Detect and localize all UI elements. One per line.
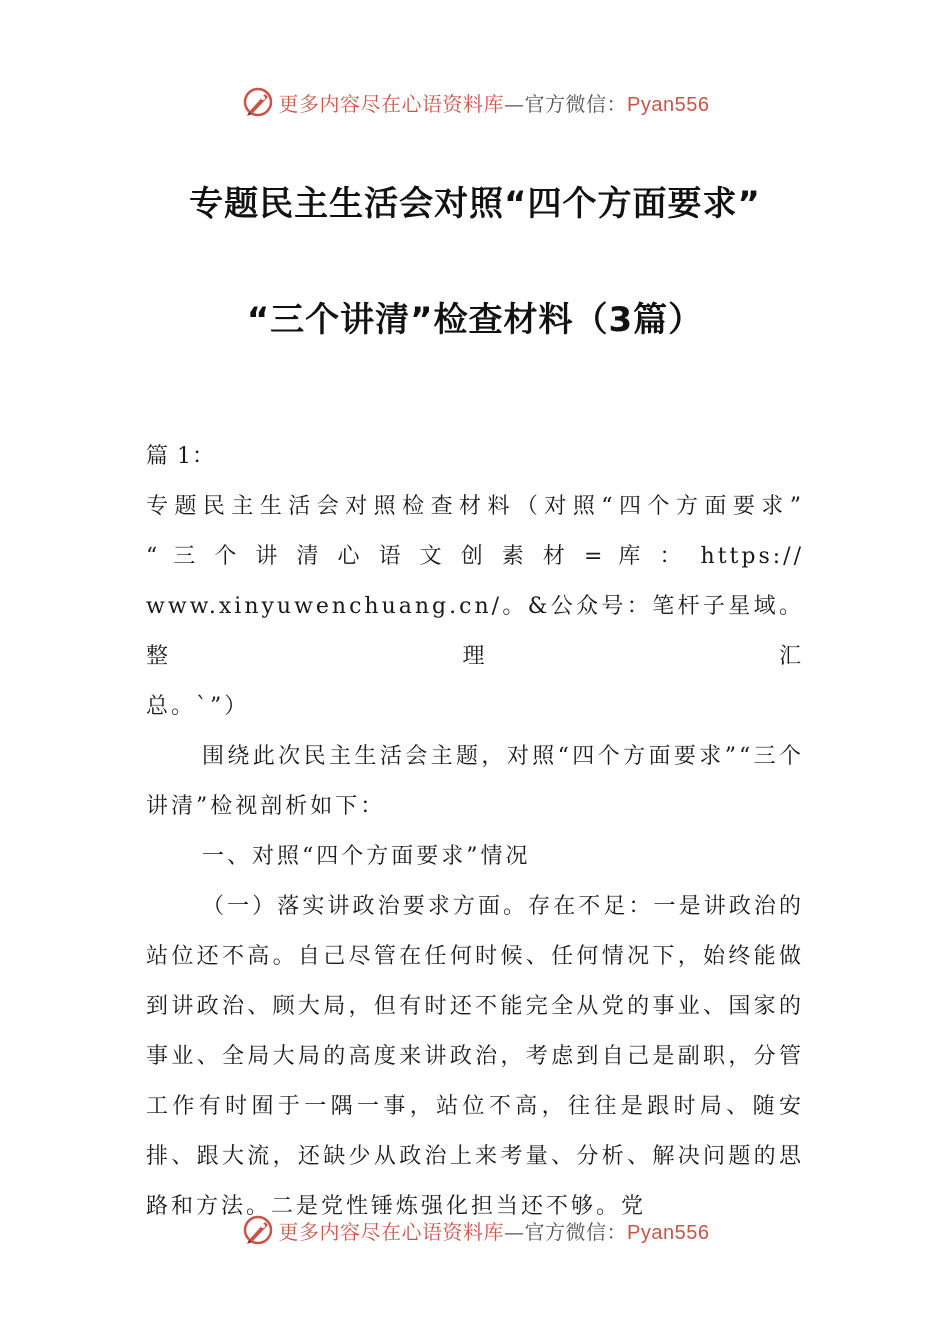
subtitle-line-3: www.xinyuwenchuang.cn/。&公众号：笔杆子星域。整理汇: [146, 594, 804, 669]
subtitle-line-4: 总。`”）: [146, 694, 250, 719]
subtitle-line-2: “ 三 个 讲 清 心 语 文 创 素 材 = 库 ： https://: [146, 544, 804, 569]
document-title-line-2: “三个讲清”检查材料（3篇）: [246, 300, 704, 340]
pen-logo-icon: [241, 1213, 275, 1247]
section-heading: 一、对照“四个方面要求”情况: [202, 844, 531, 869]
watermark-wechat-id: Pyan556: [627, 1221, 710, 1244]
body-paragraph: （一）落实讲政治要求方面。存在不足：一是讲政治的站位还不高。自己尽管在任何时候、任何情况下，始终能做到讲政治、顾大局，但有时还不能完全从党的事业、国家的事业、全局大局的高度来讲政治，考虑到自己是副职，分管工作有时囿于一隅一事，站位不高，往往是跟时局、随安排、跟大流，还缺少从政治上来考量、分析、解决问题的思路和方法。二是党性锤炼强化担当还不够。党: [146, 894, 804, 1219]
footer-watermark-banner: [0, 1210, 950, 1250]
watermark-main: 更多内容尽在心语资料库: [278, 91, 505, 116]
header-watermark-banner: [0, 82, 950, 122]
watermark-sub: —官方微信：: [504, 91, 628, 116]
section-label: 篇 1：: [146, 444, 215, 469]
document-body: [146, 432, 804, 1232]
intro-paragraph: 围绕此次民主生活会主题，对照“四个方面要求”“三个讲清”检视剖析如下：: [146, 744, 804, 819]
subtitle-line-1: 专题民主生活会对照检查材料（对照“四个方面要求”: [146, 494, 804, 519]
watermark-text: [279, 1216, 710, 1245]
watermark-main: 更多内容尽在心语资料库: [278, 1219, 505, 1244]
pen-logo-icon: [241, 85, 275, 119]
watermark-sub: —官方微信：: [504, 1219, 628, 1244]
watermark-text: [279, 88, 710, 117]
document-title-line-1: 专题民主生活会对照“四个方面要求”: [189, 184, 761, 224]
watermark-wechat-id: Pyan556: [627, 93, 710, 116]
